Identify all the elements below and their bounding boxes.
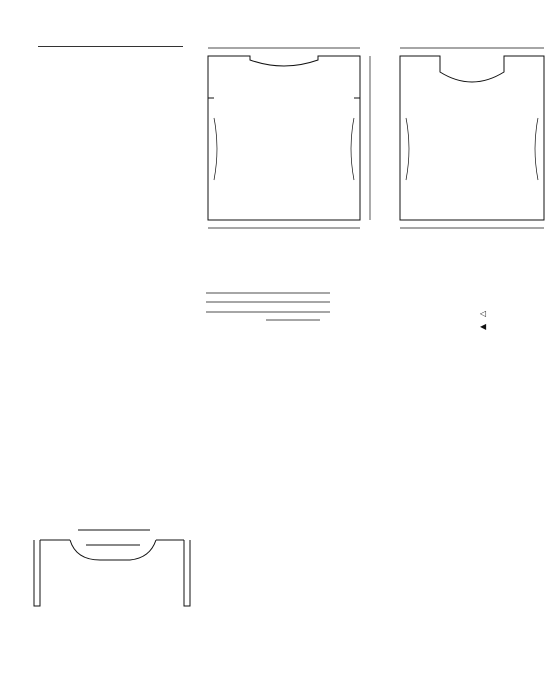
back-body-diagram	[208, 48, 370, 228]
cut-symbol: ◀	[480, 322, 487, 331]
collar-diagram	[34, 530, 190, 606]
front-body-diagram	[400, 48, 544, 228]
join-symbol: ◁	[480, 309, 487, 318]
edging-chart	[206, 293, 330, 320]
